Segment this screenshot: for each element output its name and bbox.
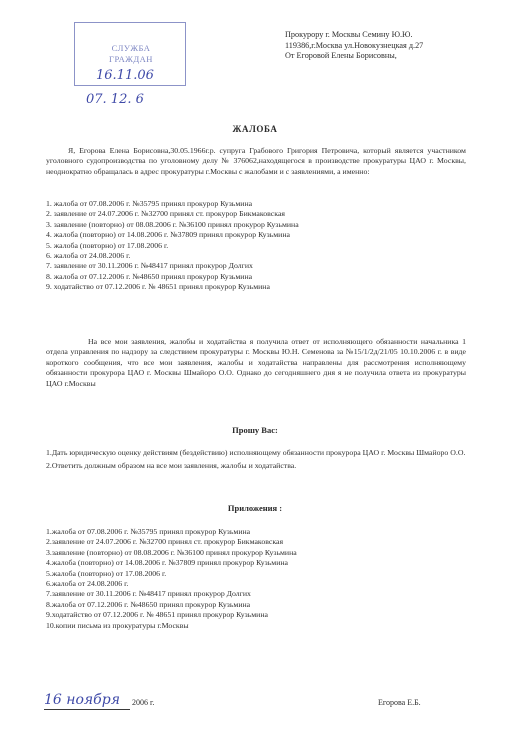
stamp-handwritten-date-2: 07. 12. 6 (86, 92, 144, 107)
stamp-handwritten-date-1: 16.11.06 (96, 68, 154, 83)
addressee-line: Прокурору г. Москвы Семину Ю.Ю. (285, 30, 413, 39)
appendix-heading: Приложения : (227, 503, 283, 513)
list-item: 9. ходатайство от 07.12.2006 г. № 48651 принял прокурор Кузьмина (46, 282, 270, 292)
list-item: 1. жалоба от 07.08.2006 г. №35795 принял прокурор Кузьмина (46, 199, 253, 208)
stamp-line-1: СЛУЖБА (111, 43, 151, 53)
list-item: 4. жалоба (повторно) от 14.08.2006 г. №37809 принял прокурор Кузьмина (46, 230, 290, 240)
list-item: 3.заявление (повторно) от 08.08.2006 г. №36100 принял прокурор Кузьмина (46, 547, 297, 557)
intro-paragraph-block (46, 146, 466, 177)
handwritten-date: 16 ноября (44, 692, 120, 708)
list-item: 3. заявление (повторно) от 08.08.2006 г. №36100 принял прокурор Кузьмина (46, 219, 299, 229)
request-item: 1.Дать юридическую оценку действиям (бездействию) исполняющему обязанности прокурора ЦАО г. Москвы Шмайоро О.О. (46, 448, 466, 457)
list-item: 8. жалоба от 07.12.2006 г. №48650 принял прокурор Кузьмина (46, 271, 253, 281)
list-item: 9.ходатайство от 07.12.2006 г. № 48651 принял прокурор Кузьмина (46, 610, 268, 620)
appendix-list (46, 527, 466, 631)
date-underline (44, 709, 130, 710)
complaints-list (46, 199, 466, 293)
date-year: 2006 г. (132, 698, 155, 707)
list-item: 8.жалоба от 07.12.2006 г. №48650 принял прокурор Кузьмина (46, 599, 251, 609)
request-heading: Прошу Вас: (232, 425, 278, 435)
list-item: 7. заявление от 30.11.2006 г. №48417 принял прокурор Долгих (46, 261, 253, 271)
list-item: 4.жалоба (повторно) от 14.08.2006 г. №37809 принял прокурор Кузьмина (46, 558, 289, 568)
list-item: 5. жалоба (повторно) от 17.08.2006 г. (46, 240, 169, 250)
list-item: 5.жалоба (повторно) от 17.08.2006 г. (46, 568, 167, 578)
request-list (46, 448, 466, 472)
request-item: 2.Ответить должным образом на все мои заявления, жалобы и ходатайства. (46, 461, 297, 471)
list-item: 1.жалоба от 07.08.2006 г. №35795 принял прокурор Кузьмина (46, 527, 251, 536)
middle-paragraph: На все мои заявления, жалобы и ходатайства я получила ответ от исполняющего обязанности начальника 1 отдела управления по надзору за следствием прокуратуры г. Москвы Ю.Н. Семенова за №15/1/2д/21/05 10.10.2006 г. в виде короткого сообщения, что все мои заявления, жалобы и ходатайства направлены для рассмотрения исполняющему обязанности прокурора ЦАО г. Москвы Шмайоро О.О. Однако до сегодняшнего дня я не получила ответа из прокуратуры ЦАО г.Москвы (46, 337, 466, 388)
list-item: 7.заявление от 30.11.2006 г. №48417 принял прокурор Долгих (46, 589, 251, 599)
list-item: 2. заявление от 24.07.2006 г. №32700 принял ст. прокурор Бикмаковская (46, 209, 285, 219)
middle-paragraph-block (46, 337, 466, 389)
list-item: 10.копии письма из прокуратуры г.Москвы (46, 620, 189, 630)
addressee-line: 119386,г.Москва ул.Новокузнецкая д.27 (285, 40, 424, 50)
list-item: 6.жалоба от 24.08.2006 г. (46, 579, 129, 589)
addressee-block (285, 30, 500, 62)
stamp-line-2: ГРАЖДАН (109, 54, 153, 64)
addressee-line: От Егоровой Елены Борисовны, (285, 51, 397, 60)
intro-paragraph: Я, Егорова Елена Борисовна,30.05.1966г.р. супруга Грабового Григория Петровича, который является участником уголовного судопроизводства по уголовному делу № 376062,находящегося в производстве прокуратуры ЦАО г. Москвы, неоднократно обращалась в адрес прокуратуры г.Москвы с жалобами и с заявлениями, а именно: (46, 146, 466, 176)
list-item: 2.заявление от 24.07.2006 г. №32700 принял ст. прокурор Бикмаковская (46, 537, 284, 547)
signature-name: Егорова Е.Б. (378, 698, 421, 707)
document-title: ЖАЛОБА (232, 124, 278, 134)
list-item: 6. жалоба от 24.08.2006 г. (46, 251, 131, 261)
